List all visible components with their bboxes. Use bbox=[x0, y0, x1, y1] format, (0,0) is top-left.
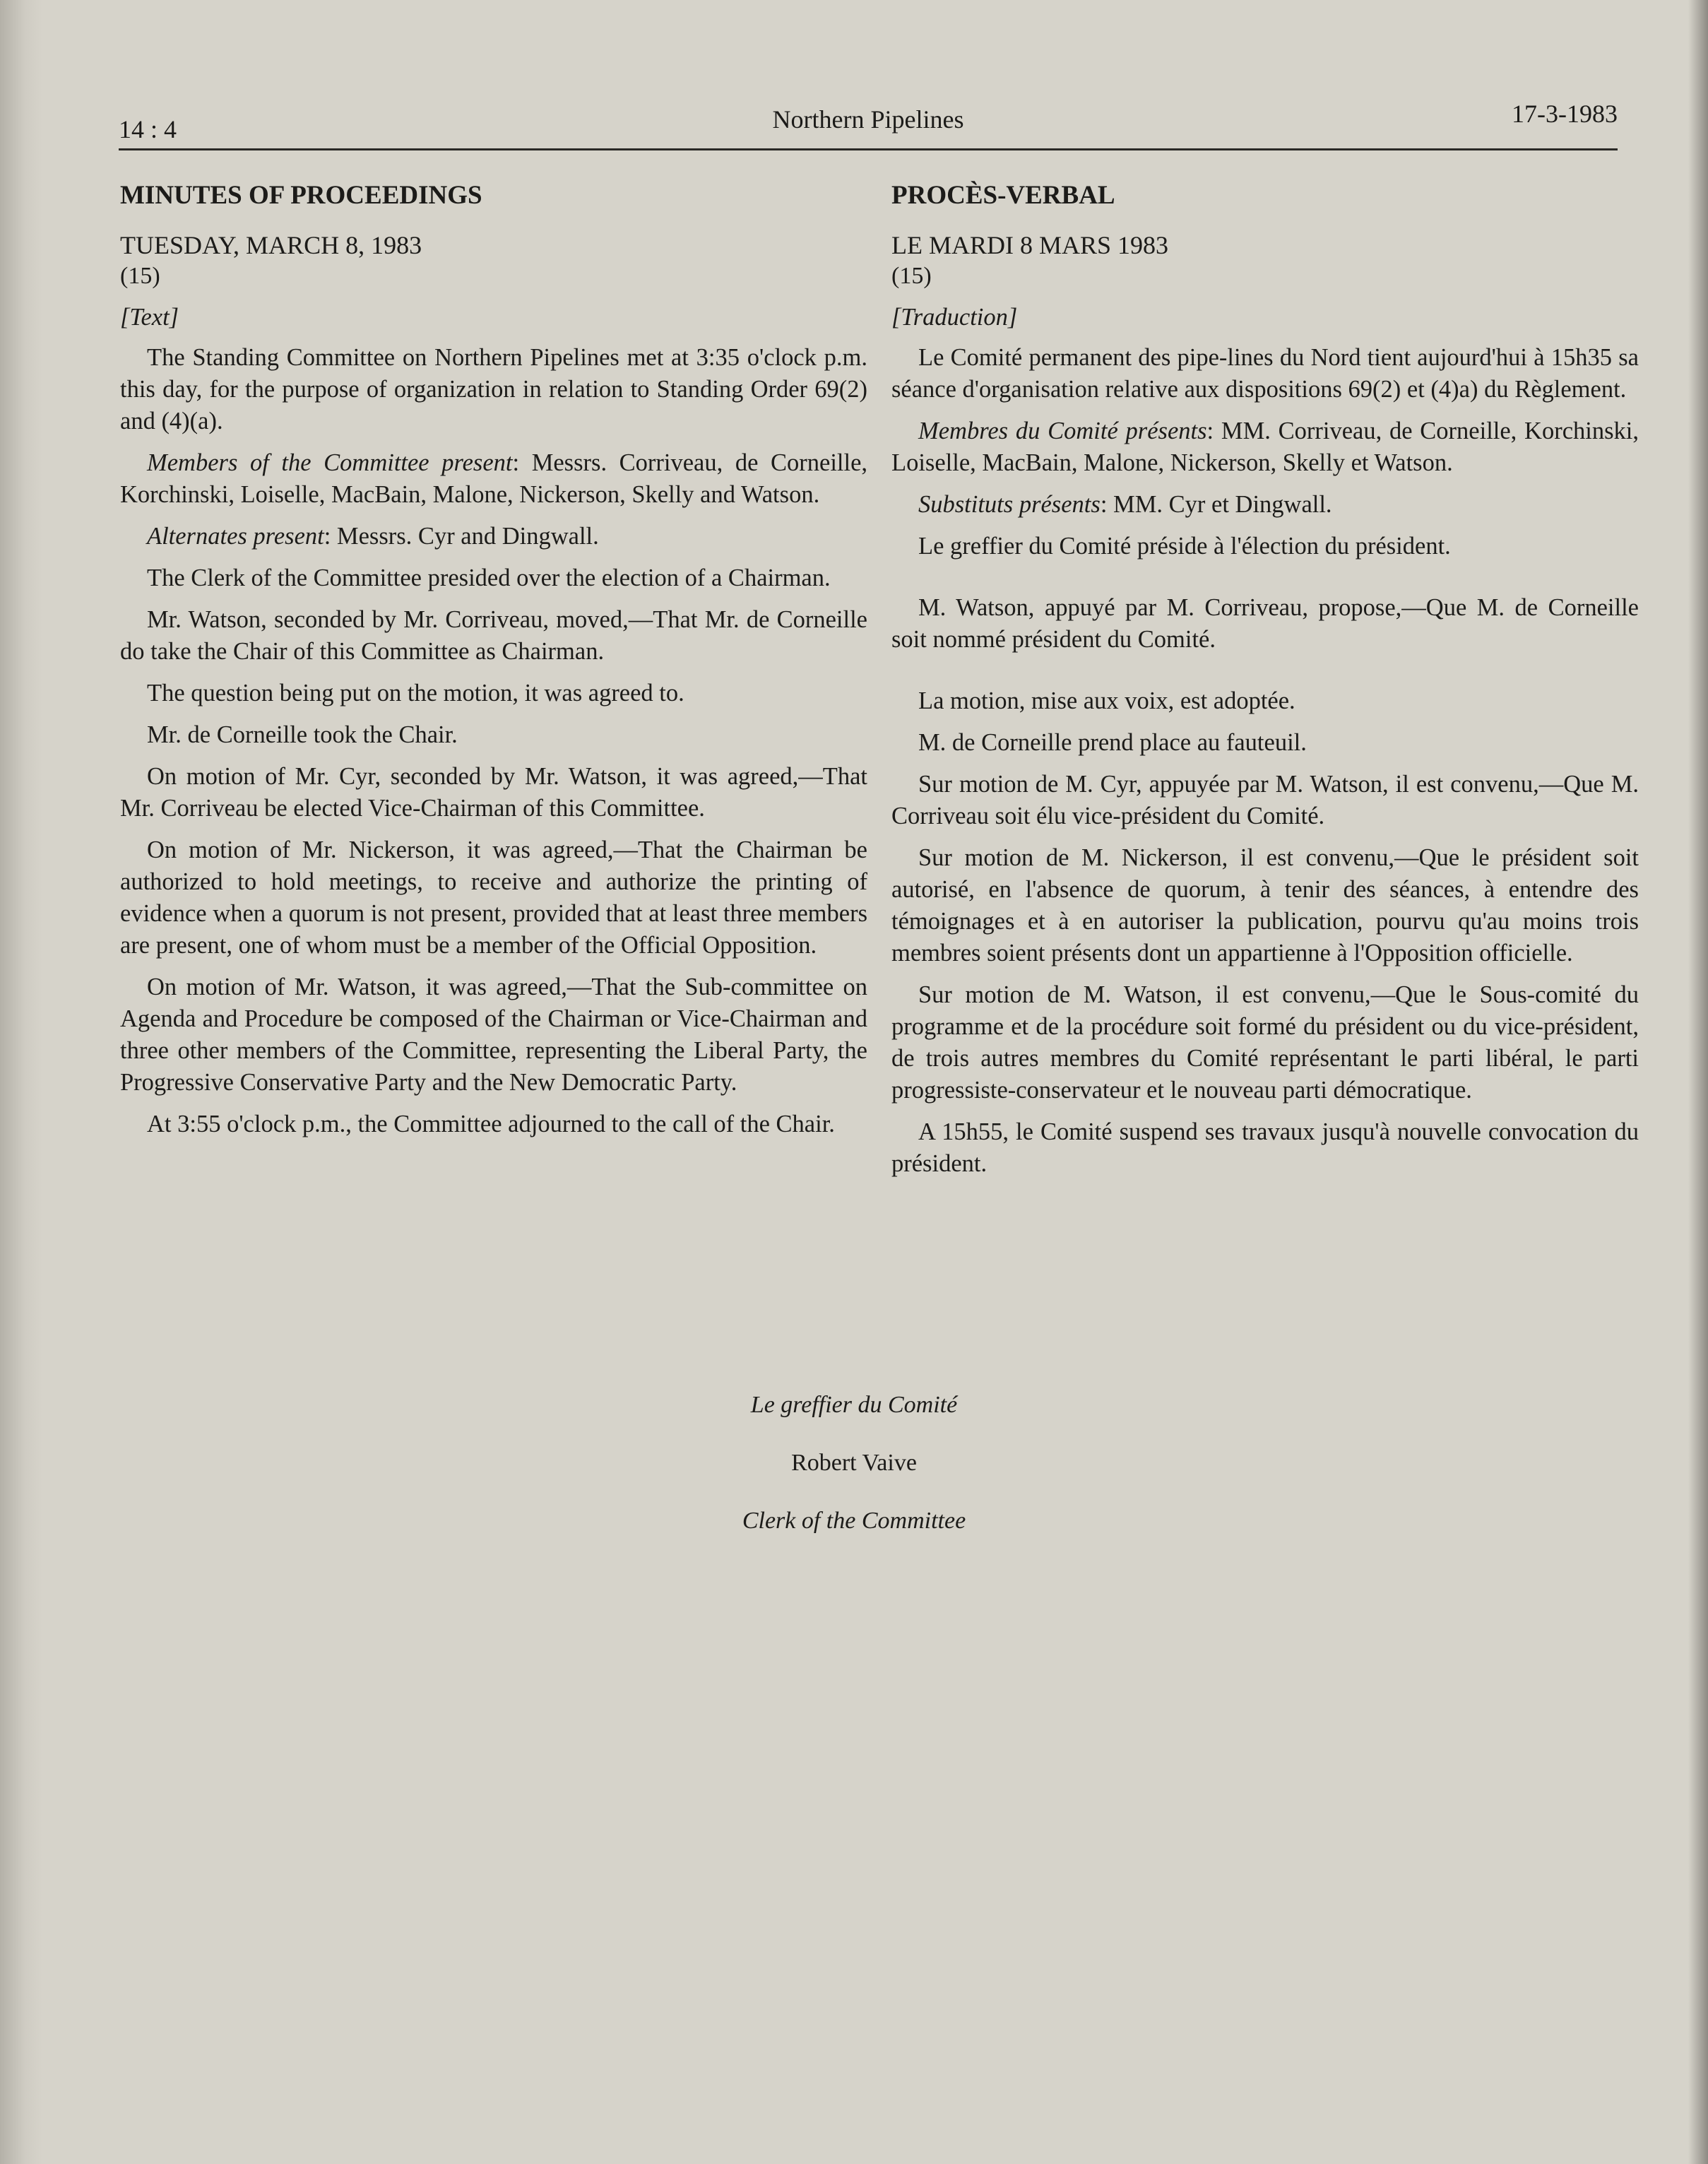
english-alternates-label: Alternates present bbox=[147, 523, 324, 550]
english-alternates-text: : Messrs. Cyr and Dingwall. bbox=[324, 523, 599, 550]
french-paragraph-subcommittee: Sur motion de M. Watson, il est convenu,—Que le Sous-comité du programme et de la procédure soit formé du président ou du vice-président, de trois autres membres du Comité représentant le parti libéral, le parti progressiste-conservateur et le nouveau parti démocratique. bbox=[891, 981, 1639, 1104]
french-alternates-label: Substituts présents bbox=[918, 491, 1101, 518]
french-paragraph-motion-chair: M. Watson, appuyé par M. Corriveau, propose,—Que M. de Corneille soit nommé président du Comité. bbox=[891, 594, 1639, 653]
french-paragraph-vice-chair: Sur motion de M. Cyr, appuyée par M. Watson, il est convenu,—Que M. Corriveau soit élu vice-président du Comité. bbox=[891, 771, 1639, 829]
french-members-label: Membres du Comité présents bbox=[918, 418, 1207, 444]
french-heading: PROCÈS-VERBAL bbox=[891, 181, 1115, 210]
french-paragraph-members bbox=[891, 415, 1639, 479]
header-date: 17-3-1983 bbox=[1512, 100, 1618, 128]
english-paragraph-motion-chair: Mr. Watson, seconded by Mr. Corriveau, moved,—That Mr. de Corneille do take the Chair of this Committee as Chairman. bbox=[120, 606, 867, 665]
english-paragraph-took-chair: Mr. de Corneille took the Chair. bbox=[147, 721, 458, 748]
signature-french-title: Le greffier du Comité bbox=[750, 1392, 958, 1418]
page-number: 14 : 4 bbox=[119, 115, 177, 143]
english-paragraph-opening: The Standing Committee on Northern Pipelines met at 3:35 o'clock p.m. this day, for the purpose of organization in relation to Standing Order 69(2) and (4)(a). bbox=[120, 344, 867, 434]
french-members-text: : MM. Corriveau, de Corneille, Korchinski, Loiselle, MacBain, Malone, Nickerson, Skelly et Watson. bbox=[891, 418, 1639, 476]
french-text-tag: [Traduction] bbox=[891, 304, 1018, 331]
english-paragraph-subcommittee: On motion of Mr. Watson, it was agreed,—That the Sub-committee on Agenda and Procedure be composed of the Chairman or Vice-Chairman and three other members of the Committee, representing the Liberal Party, the Progressive Conservative Party and the New Democratic Party. bbox=[120, 974, 867, 1096]
english-column bbox=[120, 180, 867, 1150]
page-edge-shadow bbox=[1688, 0, 1708, 2164]
english-paragraph-members bbox=[120, 447, 867, 511]
english-heading: MINUTES OF PROCEEDINGS bbox=[120, 181, 482, 210]
english-paragraph-quorum: On motion of Mr. Nickerson, it was agreed,—That the Chairman be authorized to hold meetings, to receive and authorize the printing of evidence when a quorum is not present, provided that at least three members are present, one of whom must be a member of the Official Opposition. bbox=[120, 836, 867, 959]
running-header bbox=[119, 99, 1618, 150]
french-paragraph-quorum: Sur motion de M. Nickerson, il est convenu,—Que le président soit autorisé, en l'absence de quorum, à tenir des séances, à entendre des témoignages et à en autoriser la publication, pourvu qu'au moins trois membres soient présents dont un appartienne à l'Opposition officielle. bbox=[891, 844, 1639, 966]
header-title: Northern Pipelines bbox=[772, 105, 964, 134]
french-date: LE MARDI 8 MARS 1983 bbox=[891, 231, 1169, 259]
french-alternates-text: : MM. Cyr et Dingwall. bbox=[1100, 491, 1332, 518]
french-paragraph-took-chair: M. de Corneille prend place au fauteuil. bbox=[918, 729, 1307, 756]
french-paragraph-election: Le greffier du Comité préside à l'élection du président. bbox=[918, 533, 1451, 560]
english-text-tag: [Text] bbox=[120, 304, 179, 331]
english-paragraph-alternates bbox=[120, 521, 867, 552]
english-date: TUESDAY, MARCH 8, 1983 bbox=[120, 231, 422, 259]
french-paragraph-agreed: La motion, mise aux voix, est adoptée. bbox=[918, 687, 1295, 714]
french-column bbox=[891, 180, 1639, 1190]
signature-name: Robert Vaive bbox=[791, 1450, 917, 1476]
french-paragraph-alternates bbox=[891, 489, 1639, 521]
english-paragraph-election: The Clerk of the Committee presided over the election of a Chairman. bbox=[147, 564, 831, 591]
french-paragraph-opening: Le Comité permanent des pipe-lines du Nord tient aujourd'hui à 15h35 sa séance d'organisation relative aux dispositions 69(2) et (4)a) du Règlement. bbox=[891, 344, 1639, 403]
english-members-text: : Messrs. Corriveau, de Corneille, Korchinski, Loiselle, MacBain, Malone, Nickerson, Skelly and Watson. bbox=[120, 449, 868, 508]
english-members-label: Members of the Committee present bbox=[147, 449, 513, 476]
english-meeting-number: (15) bbox=[120, 263, 160, 289]
english-paragraph-vice-chair: On motion of Mr. Cyr, seconded by Mr. Watson, it was agreed,—That Mr. Corriveau be elected Vice-Chairman of this Committee. bbox=[120, 763, 867, 822]
french-paragraph-adjourned: A 15h55, le Comité suspend ses travaux jusqu'à nouvelle convocation du président. bbox=[891, 1118, 1639, 1177]
english-paragraph-agreed: The question being put on the motion, it was agreed to. bbox=[147, 680, 684, 706]
french-meeting-number: (15) bbox=[891, 263, 932, 289]
signature-english-title: Clerk of the Committee bbox=[742, 1508, 966, 1534]
page-binding-shadow bbox=[0, 0, 42, 2164]
english-paragraph-adjourned: At 3:55 o'clock p.m., the Committee adjourned to the call of the Chair. bbox=[147, 1111, 835, 1137]
